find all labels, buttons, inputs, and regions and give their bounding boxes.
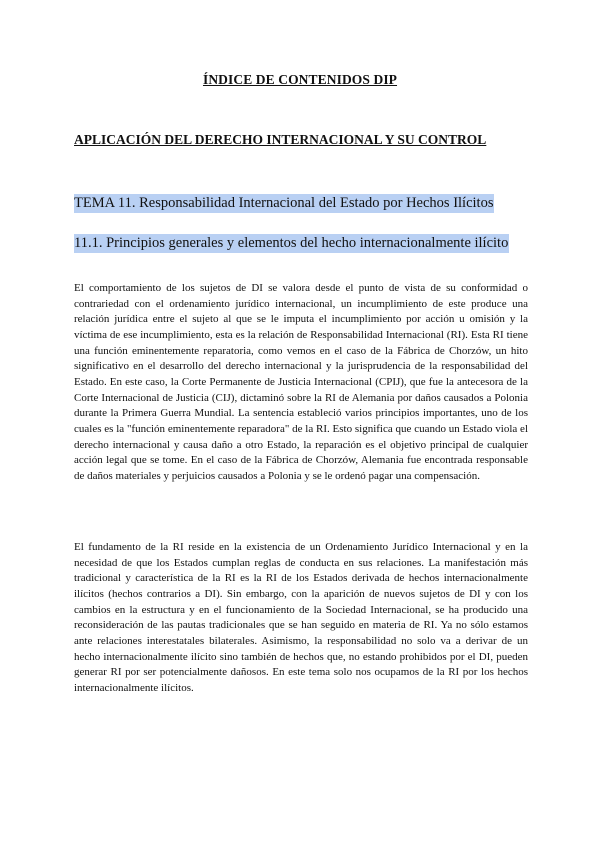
subtopic-heading — [74, 234, 509, 253]
index-title: ÍNDICE DE CONTENIDOS DIP — [202, 72, 398, 87]
topic-heading-highlight: TEMA 11. Responsabilidad Internacional del Estado por Hechos Ilícitos — [74, 195, 494, 211]
subtopic-heading-highlight: 11.1. Principios generales y elementos del hecho internacionalmente ilícito — [74, 235, 509, 251]
body-paragraph-1: El comportamiento de los sujetos de DI se valora desde el punto de vista de su conformidad o contrariedad con el ordenamiento jurídico internacional, un incumplimiento de este produce una relación jurídica entre el sujeto al que se le imputa el incumplimiento por acción u omisión y la víctima de ese incumplimiento, esta es la relación de Responsabilidad Internacional (RI). Esta RI tiene una función eminentemente reparatoria, como vemos en el caso de la Fábrica de Chorzów, un hito significativo en el desarrollo del derecho internacional y la jurisprudencia de la responsabilidad del Estado. En este caso, la Corte Permanente de Justicia Internacional (CPIJ), que fue la antecesora de la Corte Internacional de Justicia (CIJ), dictaminó sobre la RI de Alemania por daños causados a Polonia durante la Primera Guerra Mundial. La sentencia estableció varios principios importantes, uno de los cuales es la "función eminentemente reparadora" de la RI. Esto significa que cuando un Estado viola el derecho internacional y causa daño a otro Estado, la reparación es el objetivo principal de cualquier acción legal que se tome. En el caso de la Fábrica de Chorzów, Alemania fue encontrada responsable de daños materiales y perjuicios causados a Polonia y se le ordenó pagar una compensación. — [74, 282, 528, 482]
section-title: APLICACIÓN DEL DERECHO INTERNACIONAL Y SU CONTROL — [74, 132, 487, 147]
topic-heading — [74, 194, 494, 213]
body-paragraph-2: El fundamento de la RI reside en la existencia de un Ordenamiento Jurídico Internacional y en la necesidad de que los Estados cumplan reglas de conducta en sus relaciones. La manifestación más tradicional y característica de la RI es la RI de los Estados derivada de hechos internacionalmente ilícitos (hechos contrarios a DI). Sin embargo, con la aparición de nuevos sujetos de DI y con los cambios en la estructura y en el funcionamiento de la Sociedad Internacional, se ha producido una reconsideración de las pautas tradicionales que se han seguido en materia de RI. Ya no sólo estamos ante relaciones interestatales bilaterales. Asimismo, la responsabilidad no solo va a derivar de un hecho internacionalmente ilícito sino también de hechos que, no estando prohibidos por el DI, pueden generar RI por ser potencialmente dañosos. En este tema solo nos ocupamos de la RI por los hechos internacionalmente ilícitos. — [74, 541, 528, 694]
